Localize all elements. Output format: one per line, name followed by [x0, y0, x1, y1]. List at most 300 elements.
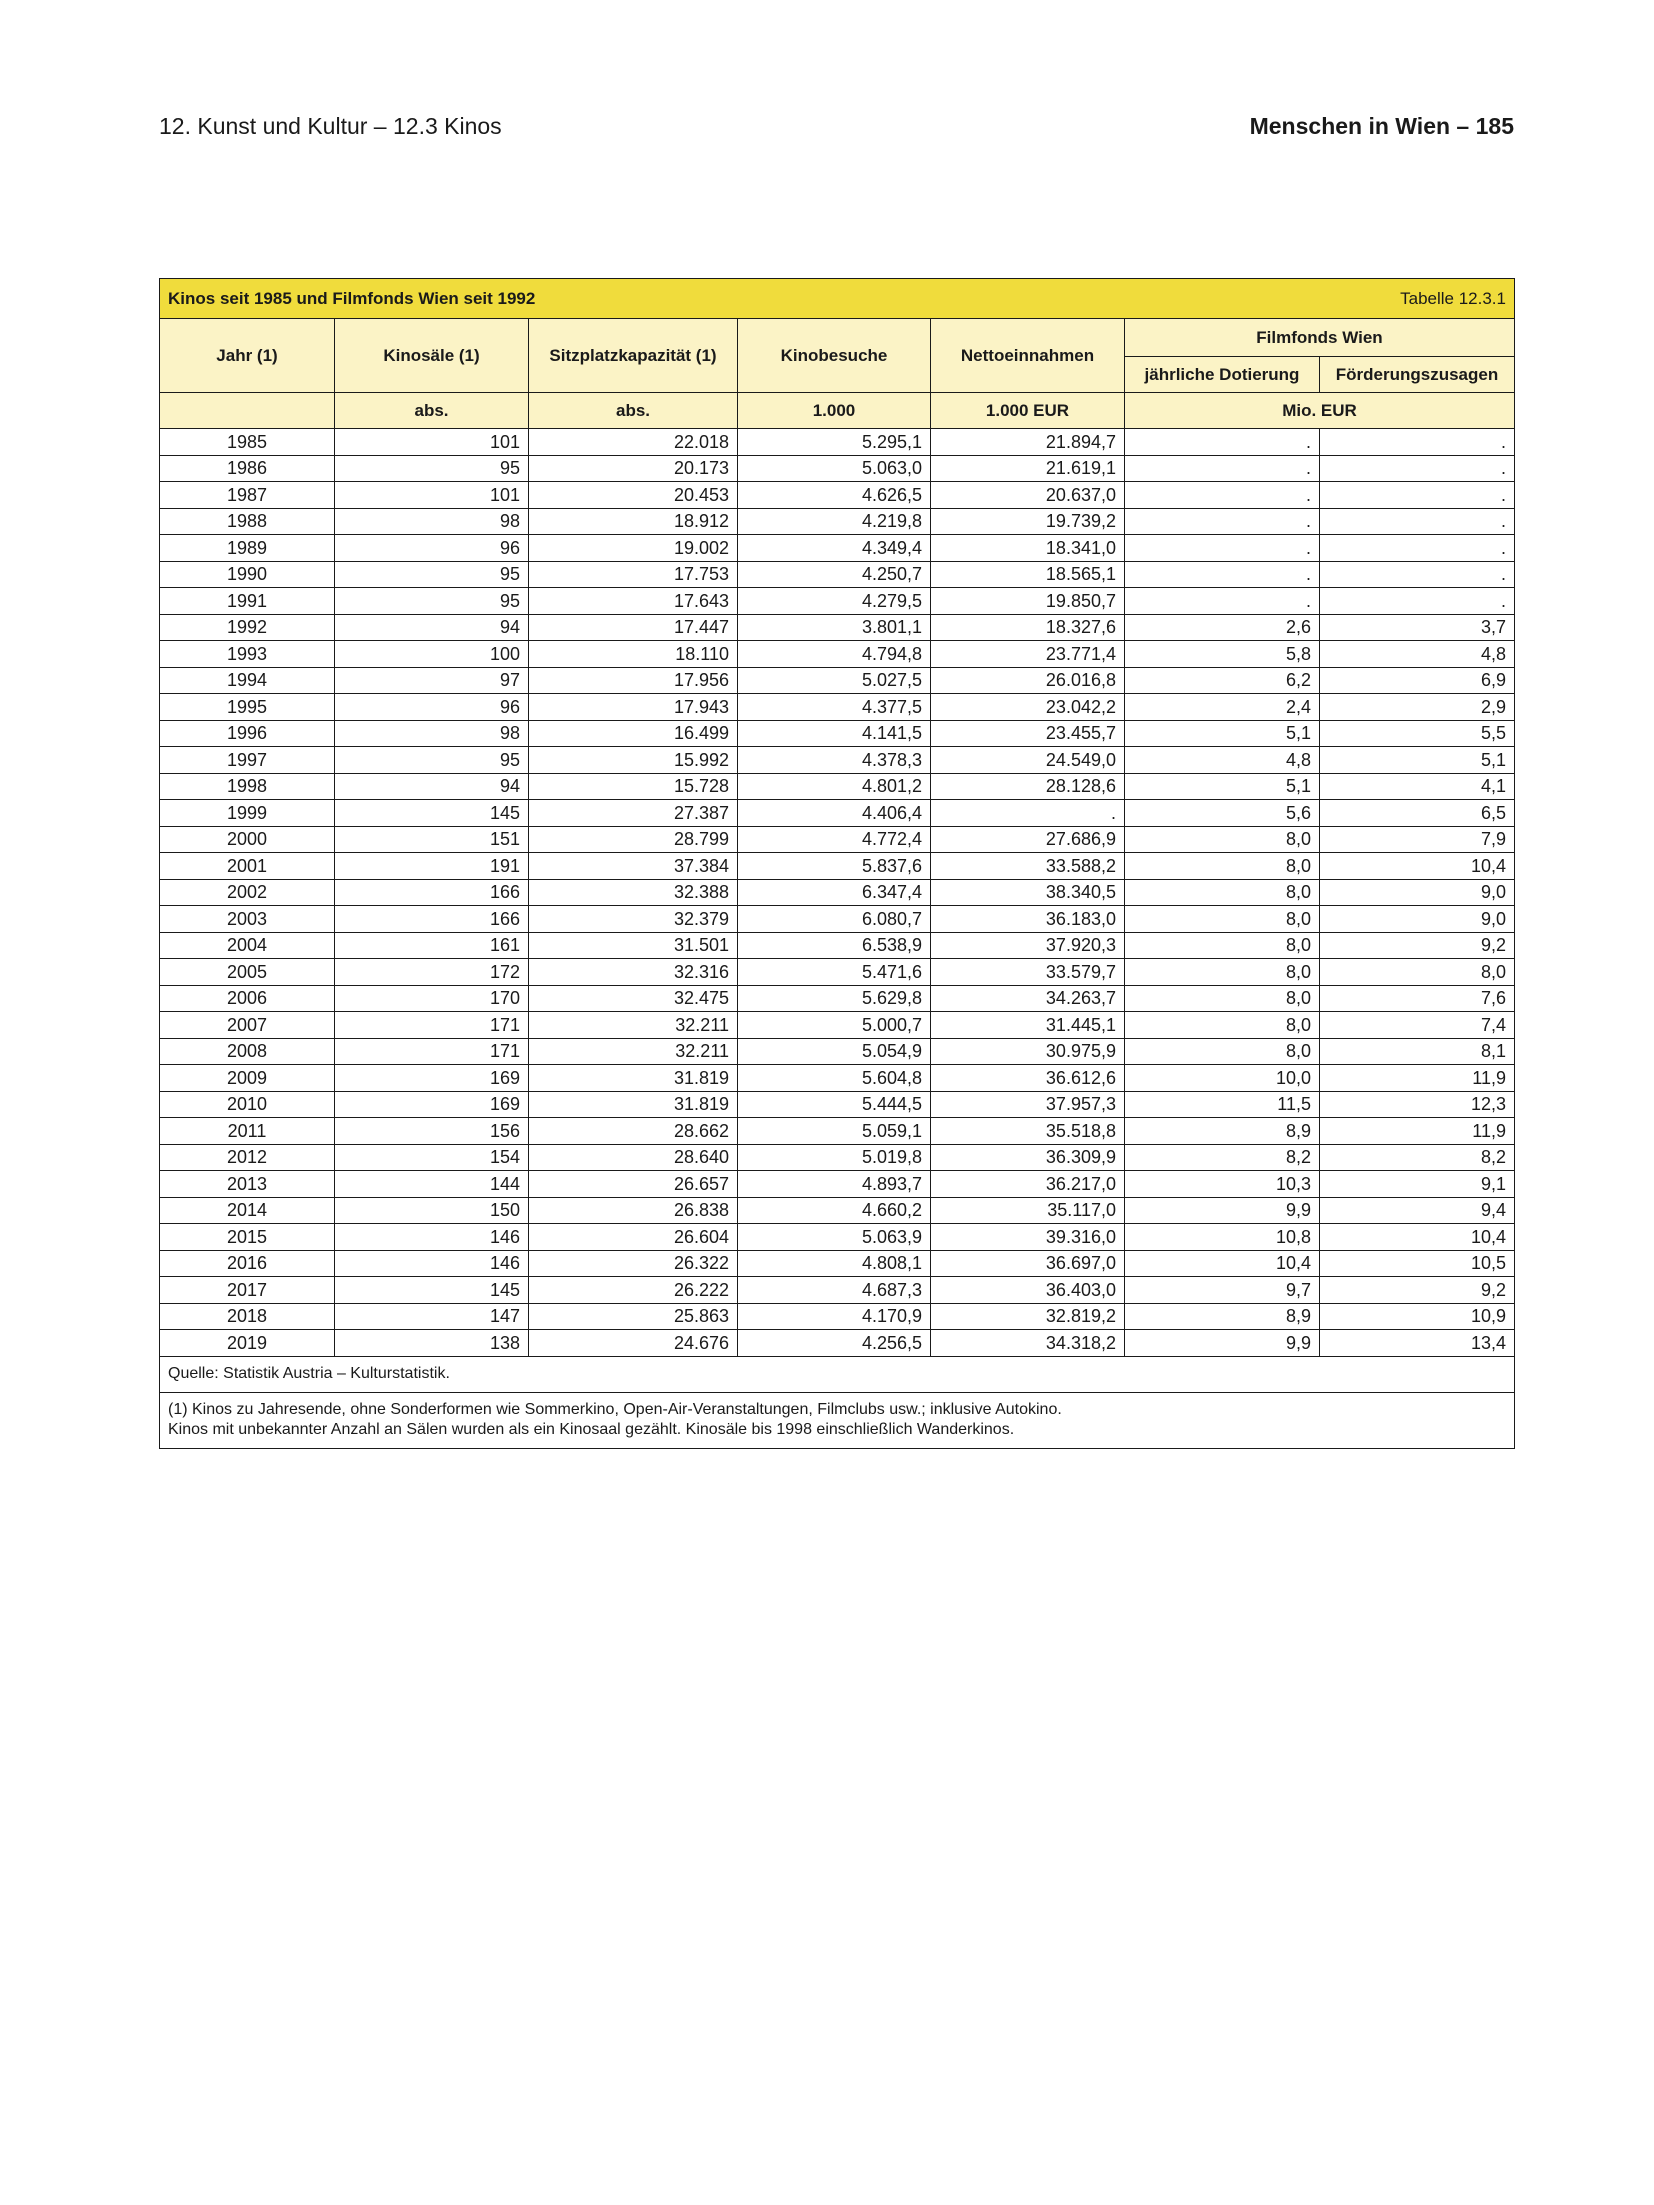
table-row — [160, 906, 1515, 933]
cell-kinosaele: 166 — [335, 879, 529, 906]
cell-nettoeinnahmen: 21.894,7 — [931, 429, 1125, 456]
cell-jahr: 1987 — [160, 482, 335, 509]
cell-foerderung: 7,4 — [1320, 1012, 1515, 1039]
cell-kinosaele: 138 — [335, 1330, 529, 1357]
cell-kinobesuche: 3.801,1 — [738, 614, 931, 641]
col-header-kinobesuche: Kinobesuche — [738, 319, 931, 393]
cell-sitzplatz: 32.316 — [529, 959, 738, 986]
table-row — [160, 455, 1515, 482]
table-row — [160, 429, 1515, 456]
cell-dotierung: 8,9 — [1125, 1303, 1320, 1330]
cell-kinobesuche: 6.347,4 — [738, 879, 931, 906]
cell-nettoeinnahmen: 30.975,9 — [931, 1038, 1125, 1065]
cell-jahr: 1988 — [160, 508, 335, 535]
cell-kinosaele: 169 — [335, 1091, 529, 1118]
cell-sitzplatz: 16.499 — [529, 720, 738, 747]
table-row — [160, 1224, 1515, 1251]
cell-kinobesuche: 4.660,2 — [738, 1197, 931, 1224]
cell-kinosaele: 96 — [335, 535, 529, 562]
cell-nettoeinnahmen: 37.920,3 — [931, 932, 1125, 959]
cell-jahr: 2014 — [160, 1197, 335, 1224]
table-row — [160, 1197, 1515, 1224]
cell-foerderung: 11,9 — [1320, 1118, 1515, 1145]
cell-jahr: 1995 — [160, 694, 335, 721]
cell-sitzplatz: 17.753 — [529, 561, 738, 588]
cell-jahr: 1989 — [160, 535, 335, 562]
table-row — [160, 641, 1515, 668]
cell-foerderung: 9,0 — [1320, 906, 1515, 933]
cell-nettoeinnahmen: 35.518,8 — [931, 1118, 1125, 1145]
cell-foerderung: 9,0 — [1320, 879, 1515, 906]
cell-sitzplatz: 25.863 — [529, 1303, 738, 1330]
cell-dotierung: 8,0 — [1125, 1038, 1320, 1065]
cell-dotierung: 2,6 — [1125, 614, 1320, 641]
cell-sitzplatz: 32.388 — [529, 879, 738, 906]
cell-dotierung: . — [1125, 429, 1320, 456]
table-row — [160, 561, 1515, 588]
publication-page-number: Menschen in Wien – 185 — [1249, 113, 1514, 139]
cell-dotierung: 2,4 — [1125, 694, 1320, 721]
cell-jahr: 1990 — [160, 561, 335, 588]
footnote — [160, 1392, 1515, 1448]
unit-row — [160, 393, 1515, 429]
cell-jahr: 2005 — [160, 959, 335, 986]
cell-nettoeinnahmen: 38.340,5 — [931, 879, 1125, 906]
cell-kinobesuche: 4.377,5 — [738, 694, 931, 721]
cell-foerderung: . — [1320, 482, 1515, 509]
cell-kinosaele: 98 — [335, 720, 529, 747]
cell-kinobesuche: 6.538,9 — [738, 932, 931, 959]
unit-sitzplatz: abs. — [529, 393, 738, 429]
cell-kinosaele: 150 — [335, 1197, 529, 1224]
cell-dotierung: 11,5 — [1125, 1091, 1320, 1118]
cell-kinobesuche: 5.054,9 — [738, 1038, 931, 1065]
cell-jahr: 1998 — [160, 773, 335, 800]
table-row — [160, 800, 1515, 827]
cell-nettoeinnahmen: 39.316,0 — [931, 1224, 1125, 1251]
cell-nettoeinnahmen: 36.403,0 — [931, 1277, 1125, 1304]
cell-kinobesuche: 5.063,9 — [738, 1224, 931, 1251]
cell-foerderung: 8,0 — [1320, 959, 1515, 986]
cell-kinobesuche: 4.256,5 — [738, 1330, 931, 1357]
table-row — [160, 1012, 1515, 1039]
cell-jahr: 1999 — [160, 800, 335, 827]
cell-sitzplatz: 37.384 — [529, 853, 738, 880]
cell-jahr: 2004 — [160, 932, 335, 959]
cell-kinobesuche: 5.000,7 — [738, 1012, 931, 1039]
cell-foerderung: 11,9 — [1320, 1065, 1515, 1092]
cell-foerderung: 2,9 — [1320, 694, 1515, 721]
cell-kinosaele: 171 — [335, 1038, 529, 1065]
cell-foerderung: 10,4 — [1320, 853, 1515, 880]
cell-sitzplatz: 28.799 — [529, 826, 738, 853]
table-row — [160, 667, 1515, 694]
cell-dotierung: 5,8 — [1125, 641, 1320, 668]
table-row — [160, 535, 1515, 562]
table-row — [160, 1038, 1515, 1065]
cell-jahr: 1997 — [160, 747, 335, 774]
cell-kinosaele: 171 — [335, 1012, 529, 1039]
cell-jahr: 1994 — [160, 667, 335, 694]
cell-foerderung: 4,8 — [1320, 641, 1515, 668]
col-header-dotierung: jährliche Dotierung — [1125, 357, 1320, 393]
cell-foerderung: . — [1320, 535, 1515, 562]
table-row — [160, 959, 1515, 986]
cell-jahr: 2013 — [160, 1171, 335, 1198]
cell-kinosaele: 96 — [335, 694, 529, 721]
cell-sitzplatz: 32.211 — [529, 1038, 738, 1065]
cell-nettoeinnahmen: 34.318,2 — [931, 1330, 1125, 1357]
cell-nettoeinnahmen: 36.612,6 — [931, 1065, 1125, 1092]
cell-dotierung: 8,0 — [1125, 906, 1320, 933]
cell-sitzplatz: 19.002 — [529, 535, 738, 562]
cell-kinobesuche: 4.349,4 — [738, 535, 931, 562]
cell-nettoeinnahmen: 21.619,1 — [931, 455, 1125, 482]
cell-kinosaele: 147 — [335, 1303, 529, 1330]
cell-jahr: 1992 — [160, 614, 335, 641]
cell-kinobesuche: 4.893,7 — [738, 1171, 931, 1198]
cell-foerderung: 5,5 — [1320, 720, 1515, 747]
col-header-nettoeinnahmen: Nettoeinnahmen — [931, 319, 1125, 393]
cell-sitzplatz: 17.643 — [529, 588, 738, 615]
cell-kinosaele: 94 — [335, 614, 529, 641]
cell-dotierung: 8,2 — [1125, 1144, 1320, 1171]
cell-dotierung: 5,1 — [1125, 720, 1320, 747]
cell-sitzplatz: 24.676 — [529, 1330, 738, 1357]
cell-kinobesuche: 6.080,7 — [738, 906, 931, 933]
cell-sitzplatz: 26.604 — [529, 1224, 738, 1251]
table-row — [160, 1065, 1515, 1092]
cell-nettoeinnahmen: 36.309,9 — [931, 1144, 1125, 1171]
cell-nettoeinnahmen: 18.327,6 — [931, 614, 1125, 641]
cell-kinosaele: 95 — [335, 747, 529, 774]
cell-foerderung: 6,9 — [1320, 667, 1515, 694]
table-row — [160, 508, 1515, 535]
cell-foerderung: . — [1320, 455, 1515, 482]
cell-kinosaele: 94 — [335, 773, 529, 800]
cell-dotierung: 8,0 — [1125, 853, 1320, 880]
cell-kinosaele: 156 — [335, 1118, 529, 1145]
cell-foerderung: 10,4 — [1320, 1224, 1515, 1251]
cell-kinosaele: 95 — [335, 588, 529, 615]
cell-kinosaele: 191 — [335, 853, 529, 880]
cell-jahr: 1993 — [160, 641, 335, 668]
table-row — [160, 694, 1515, 721]
cell-foerderung: 9,1 — [1320, 1171, 1515, 1198]
cell-kinobesuche: 4.794,8 — [738, 641, 931, 668]
source-note: Quelle: Statistik Austria – Kulturstatistik. — [160, 1356, 1515, 1392]
cell-kinobesuche: 5.063,0 — [738, 455, 931, 482]
cell-jahr: 2016 — [160, 1250, 335, 1277]
table-row — [160, 985, 1515, 1012]
cell-nettoeinnahmen: 35.117,0 — [931, 1197, 1125, 1224]
cell-foerderung: . — [1320, 561, 1515, 588]
cell-kinosaele: 166 — [335, 906, 529, 933]
cell-jahr: 2000 — [160, 826, 335, 853]
cell-kinosaele: 101 — [335, 482, 529, 509]
cell-nettoeinnahmen: 19.850,7 — [931, 588, 1125, 615]
cell-sitzplatz: 27.387 — [529, 800, 738, 827]
col-header-foerderung: Förderungszusagen — [1320, 357, 1515, 393]
cell-dotierung: 5,6 — [1125, 800, 1320, 827]
cell-kinobesuche: 4.808,1 — [738, 1250, 931, 1277]
cell-sitzplatz: 18.110 — [529, 641, 738, 668]
table-row — [160, 1144, 1515, 1171]
cell-foerderung: 10,9 — [1320, 1303, 1515, 1330]
cell-dotierung: 10,4 — [1125, 1250, 1320, 1277]
cell-sitzplatz: 31.819 — [529, 1091, 738, 1118]
cell-dotierung: 10,0 — [1125, 1065, 1320, 1092]
cell-dotierung: . — [1125, 588, 1320, 615]
cell-kinobesuche: 5.837,6 — [738, 853, 931, 880]
table-row — [160, 720, 1515, 747]
cell-foerderung: 12,3 — [1320, 1091, 1515, 1118]
cell-jahr: 1985 — [160, 429, 335, 456]
cell-dotierung: 10,3 — [1125, 1171, 1320, 1198]
cell-foerderung: 8,1 — [1320, 1038, 1515, 1065]
table-row — [160, 614, 1515, 641]
chapter-title: 12. Kunst und Kultur – 12.3 Kinos — [159, 113, 502, 139]
table-row — [160, 1091, 1515, 1118]
unit-nettoeinnahmen: 1.000 EUR — [931, 393, 1125, 429]
col-header-filmfonds: Filmfonds Wien — [1125, 319, 1515, 357]
col-header-kinosaele: Kinosäle (1) — [335, 319, 529, 393]
cell-nettoeinnahmen: 36.217,0 — [931, 1171, 1125, 1198]
cell-jahr: 2001 — [160, 853, 335, 880]
cell-dotierung: 8,0 — [1125, 879, 1320, 906]
footnote-line-2: Kinos mit unbekannter Anzahl an Sälen wurden als ein Kinosaal gezählt. Kinosäle bis 1998 einschließlich Wanderkinos. — [168, 1421, 1015, 1438]
cell-foerderung: 7,9 — [1320, 826, 1515, 853]
footnote-row — [160, 1392, 1515, 1448]
cell-kinobesuche: 5.027,5 — [738, 667, 931, 694]
cell-nettoeinnahmen: 23.455,7 — [931, 720, 1125, 747]
cell-dotierung: 8,9 — [1125, 1118, 1320, 1145]
cell-sitzplatz: 32.475 — [529, 985, 738, 1012]
cell-kinobesuche: 5.629,8 — [738, 985, 931, 1012]
cell-nettoeinnahmen: 18.341,0 — [931, 535, 1125, 562]
cell-dotierung: 10,8 — [1125, 1224, 1320, 1251]
cell-kinosaele: 95 — [335, 455, 529, 482]
cell-kinobesuche: 4.141,5 — [738, 720, 931, 747]
cell-sitzplatz: 31.501 — [529, 932, 738, 959]
cell-kinobesuche: 4.626,5 — [738, 482, 931, 509]
unit-kinosaele: abs. — [335, 393, 529, 429]
cell-jahr: 2007 — [160, 1012, 335, 1039]
table-row — [160, 773, 1515, 800]
cell-kinosaele: 146 — [335, 1250, 529, 1277]
cell-kinosaele: 172 — [335, 959, 529, 986]
col-header-jahr: Jahr (1) — [160, 319, 335, 393]
cell-nettoeinnahmen: . — [931, 800, 1125, 827]
cell-sitzplatz: 26.657 — [529, 1171, 738, 1198]
cell-kinosaele: 97 — [335, 667, 529, 694]
cell-sitzplatz: 22.018 — [529, 429, 738, 456]
table-title: Kinos seit 1985 und Filmfonds Wien seit 1992 — [168, 288, 536, 308]
cell-dotierung: . — [1125, 508, 1320, 535]
cell-dotierung: 9,7 — [1125, 1277, 1320, 1304]
cell-foerderung: 6,5 — [1320, 800, 1515, 827]
table-row — [160, 932, 1515, 959]
table-row — [160, 1250, 1515, 1277]
cell-sitzplatz: 32.379 — [529, 906, 738, 933]
cell-nettoeinnahmen: 28.128,6 — [931, 773, 1125, 800]
col-header-sitzplatz: Sitzplatzkapazität (1) — [529, 319, 738, 393]
cell-kinosaele: 145 — [335, 1277, 529, 1304]
cell-foerderung: 4,1 — [1320, 773, 1515, 800]
cell-foerderung: 9,2 — [1320, 1277, 1515, 1304]
cell-nettoeinnahmen: 34.263,7 — [931, 985, 1125, 1012]
cell-foerderung: 13,4 — [1320, 1330, 1515, 1357]
table-row — [160, 826, 1515, 853]
cell-foerderung: 7,6 — [1320, 985, 1515, 1012]
cell-kinobesuche: 4.406,4 — [738, 800, 931, 827]
cell-sitzplatz: 15.728 — [529, 773, 738, 800]
kinos-table — [159, 278, 1515, 1449]
cell-dotierung: 8,0 — [1125, 959, 1320, 986]
kinos-table-container — [159, 278, 1514, 1449]
source-row — [160, 1356, 1515, 1392]
cell-foerderung: 9,2 — [1320, 932, 1515, 959]
cell-jahr: 1986 — [160, 455, 335, 482]
cell-jahr: 2017 — [160, 1277, 335, 1304]
table-body — [160, 429, 1515, 1357]
cell-kinosaele: 161 — [335, 932, 529, 959]
table-row — [160, 879, 1515, 906]
cell-sitzplatz: 17.943 — [529, 694, 738, 721]
cell-foerderung: 5,1 — [1320, 747, 1515, 774]
cell-jahr: 2010 — [160, 1091, 335, 1118]
cell-kinosaele: 169 — [335, 1065, 529, 1092]
cell-dotierung: . — [1125, 482, 1320, 509]
cell-foerderung: . — [1320, 588, 1515, 615]
cell-dotierung: 8,0 — [1125, 985, 1320, 1012]
table-number: Tabelle 12.3.1 — [1400, 288, 1506, 308]
cell-jahr: 2008 — [160, 1038, 335, 1065]
cell-jahr: 1991 — [160, 588, 335, 615]
cell-kinobesuche: 4.801,2 — [738, 773, 931, 800]
footnote-line-1: (1) Kinos zu Jahresende, ohne Sonderformen wie Sommerkino, Open-Air-Veranstaltungen, Filmclubs usw.; inklusive Autokino. — [168, 1401, 1062, 1418]
cell-sitzplatz: 26.322 — [529, 1250, 738, 1277]
cell-jahr: 2015 — [160, 1224, 335, 1251]
cell-nettoeinnahmen: 36.183,0 — [931, 906, 1125, 933]
cell-kinosaele: 170 — [335, 985, 529, 1012]
page-header — [159, 113, 1514, 147]
cell-jahr: 2011 — [160, 1118, 335, 1145]
cell-jahr: 1996 — [160, 720, 335, 747]
cell-nettoeinnahmen: 33.579,7 — [931, 959, 1125, 986]
cell-jahr: 2002 — [160, 879, 335, 906]
cell-kinosaele: 151 — [335, 826, 529, 853]
cell-nettoeinnahmen: 23.771,4 — [931, 641, 1125, 668]
cell-kinobesuche: 5.604,8 — [738, 1065, 931, 1092]
unit-filmfonds: Mio. EUR — [1125, 393, 1515, 429]
cell-kinobesuche: 4.378,3 — [738, 747, 931, 774]
cell-sitzplatz: 26.222 — [529, 1277, 738, 1304]
cell-kinosaele: 146 — [335, 1224, 529, 1251]
cell-sitzplatz: 31.819 — [529, 1065, 738, 1092]
cell-dotierung: 6,2 — [1125, 667, 1320, 694]
cell-nettoeinnahmen: 19.739,2 — [931, 508, 1125, 535]
cell-dotierung: 9,9 — [1125, 1197, 1320, 1224]
cell-kinosaele: 154 — [335, 1144, 529, 1171]
cell-nettoeinnahmen: 32.819,2 — [931, 1303, 1125, 1330]
cell-kinosaele: 98 — [335, 508, 529, 535]
header-row-1 — [160, 319, 1515, 357]
cell-sitzplatz: 15.992 — [529, 747, 738, 774]
cell-nettoeinnahmen: 23.042,2 — [931, 694, 1125, 721]
unit-jahr — [160, 393, 335, 429]
cell-foerderung: 3,7 — [1320, 614, 1515, 641]
cell-nettoeinnahmen: 36.697,0 — [931, 1250, 1125, 1277]
cell-dotierung: 8,0 — [1125, 826, 1320, 853]
cell-sitzplatz: 18.912 — [529, 508, 738, 535]
cell-kinobesuche: 5.059,1 — [738, 1118, 931, 1145]
table-row — [160, 1330, 1515, 1357]
cell-foerderung: . — [1320, 429, 1515, 456]
cell-foerderung: . — [1320, 508, 1515, 535]
cell-nettoeinnahmen: 24.549,0 — [931, 747, 1125, 774]
cell-kinobesuche: 4.219,8 — [738, 508, 931, 535]
cell-kinosaele: 101 — [335, 429, 529, 456]
cell-sitzplatz: 28.662 — [529, 1118, 738, 1145]
cell-jahr: 2009 — [160, 1065, 335, 1092]
cell-kinobesuche: 5.295,1 — [738, 429, 931, 456]
cell-jahr: 2012 — [160, 1144, 335, 1171]
cell-sitzplatz: 17.447 — [529, 614, 738, 641]
cell-sitzplatz: 32.211 — [529, 1012, 738, 1039]
table-row — [160, 1277, 1515, 1304]
cell-jahr: 2006 — [160, 985, 335, 1012]
cell-kinobesuche: 4.279,5 — [738, 588, 931, 615]
cell-kinobesuche: 5.019,8 — [738, 1144, 931, 1171]
cell-kinosaele: 144 — [335, 1171, 529, 1198]
cell-foerderung: 8,2 — [1320, 1144, 1515, 1171]
cell-jahr: 2003 — [160, 906, 335, 933]
cell-kinobesuche: 4.687,3 — [738, 1277, 931, 1304]
table-row — [160, 747, 1515, 774]
table-row — [160, 1118, 1515, 1145]
cell-dotierung: 8,0 — [1125, 932, 1320, 959]
cell-sitzplatz: 26.838 — [529, 1197, 738, 1224]
cell-foerderung: 9,4 — [1320, 1197, 1515, 1224]
cell-kinosaele: 95 — [335, 561, 529, 588]
cell-dotierung: . — [1125, 561, 1320, 588]
cell-kinobesuche: 5.444,5 — [738, 1091, 931, 1118]
cell-kinobesuche: 4.772,4 — [738, 826, 931, 853]
table-row — [160, 853, 1515, 880]
table-title-row — [160, 279, 1515, 319]
table-row — [160, 1303, 1515, 1330]
cell-dotierung: 5,1 — [1125, 773, 1320, 800]
cell-sitzplatz: 17.956 — [529, 667, 738, 694]
cell-foerderung: 10,5 — [1320, 1250, 1515, 1277]
cell-nettoeinnahmen: 31.445,1 — [931, 1012, 1125, 1039]
cell-nettoeinnahmen: 26.016,8 — [931, 667, 1125, 694]
cell-jahr: 2019 — [160, 1330, 335, 1357]
cell-jahr: 2018 — [160, 1303, 335, 1330]
cell-nettoeinnahmen: 20.637,0 — [931, 482, 1125, 509]
unit-kinobesuche: 1.000 — [738, 393, 931, 429]
cell-dotierung: 8,0 — [1125, 1012, 1320, 1039]
cell-sitzplatz: 20.173 — [529, 455, 738, 482]
cell-dotierung: . — [1125, 455, 1320, 482]
cell-kinobesuche: 4.250,7 — [738, 561, 931, 588]
cell-kinosaele: 145 — [335, 800, 529, 827]
cell-kinobesuche: 5.471,6 — [738, 959, 931, 986]
cell-nettoeinnahmen: 33.588,2 — [931, 853, 1125, 880]
cell-nettoeinnahmen: 27.686,9 — [931, 826, 1125, 853]
cell-dotierung: . — [1125, 535, 1320, 562]
